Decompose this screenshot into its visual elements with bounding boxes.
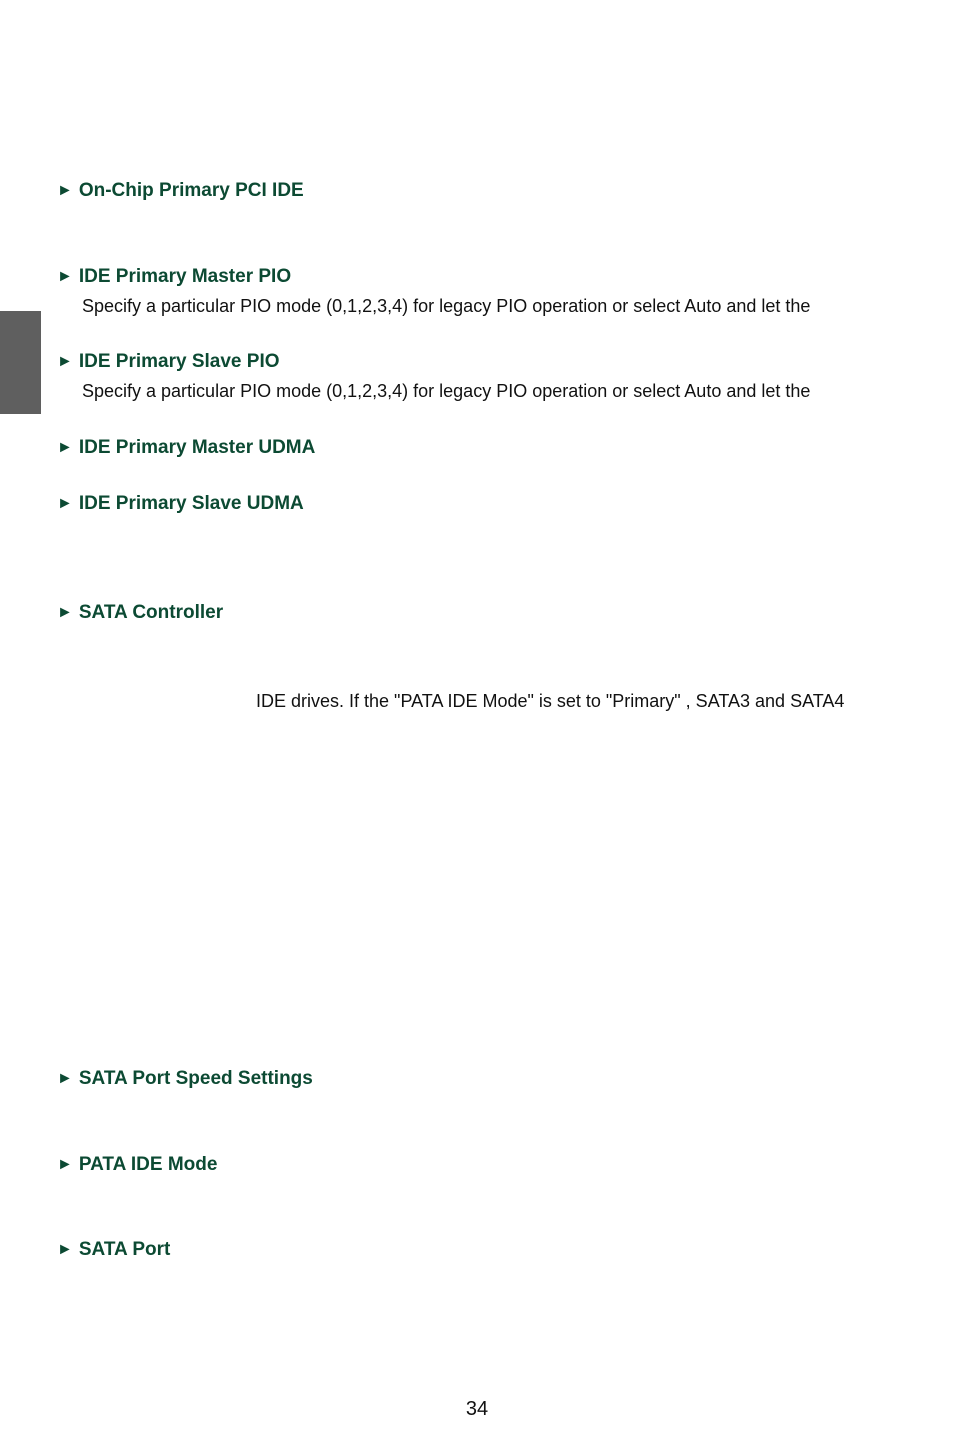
heading-text: IDE Primary Master PIO [78,266,292,287]
heading-sata-port [57,1238,170,1262]
heading-text: SATA Port [78,1239,171,1260]
arrow-bullet-icon: ► [57,604,73,621]
arrow-bullet-icon: ► [57,182,73,199]
heading-text: IDE Primary Slave UDMA [78,493,304,514]
arrow-bullet-icon: ► [57,1070,73,1087]
arrow-bullet-icon: ► [57,268,73,285]
chapter-side-tab [0,311,41,414]
page-number: 34 [465,1398,489,1420]
arrow-bullet-icon: ► [57,1156,73,1173]
heading-sata-controller [57,601,223,625]
arrow-bullet-icon: ► [57,353,73,370]
heading-text: On-Chip Primary PCI IDE [78,180,304,201]
heading-ide-primary-slave-udma [57,492,304,516]
heading-on-chip-primary-pci-ide [57,179,304,203]
ide-primary-slave-pio-description: Specify a particular PIO mode (0,1,2,3,4) for legacy PIO operation or select Auto and let the [82,381,811,401]
heading-sata-port-speed-settings [57,1067,313,1091]
heading-pata-ide-mode [57,1153,217,1177]
arrow-bullet-icon: ► [57,439,73,456]
arrow-bullet-icon: ► [57,1241,73,1258]
heading-text: IDE Primary Master UDMA [78,437,316,458]
arrow-bullet-icon: ► [57,495,73,512]
ide-primary-master-pio-description: Specify a particular PIO mode (0,1,2,3,4) for legacy PIO operation or select Auto and let the [82,296,811,316]
heading-text: PATA IDE Mode [78,1154,218,1175]
heading-ide-primary-master-udma [57,436,315,460]
heading-ide-primary-slave-pio [57,350,280,374]
heading-ide-primary-master-pio [57,265,291,289]
heading-text: SATA Controller [78,602,224,623]
heading-text: IDE Primary Slave PIO [78,351,280,372]
sata-controller-description: IDE drives. If the "PATA IDE Mode" is set to "Primary" , SATA3 and SATA4 [256,691,845,711]
heading-text: SATA Port Speed Settings [78,1068,313,1089]
